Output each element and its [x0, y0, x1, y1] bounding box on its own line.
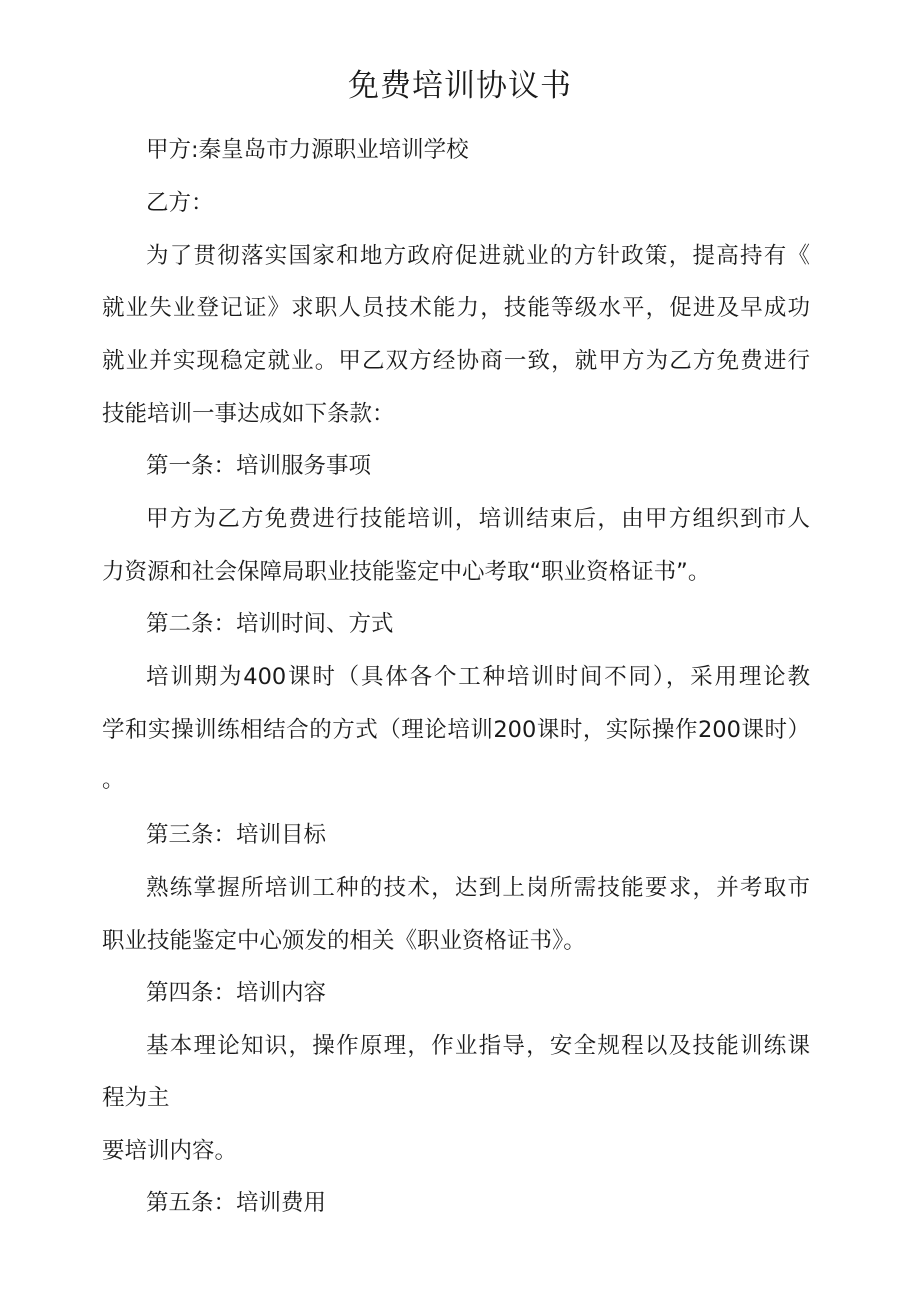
article-4-line: 基本理论知识，操作原理，作业指导，安全规程以及技能训练课 — [146, 1033, 810, 1059]
party-a-line: 甲方:秦皇岛市力源职业培训学校 — [146, 137, 469, 163]
article-1-line: 力资源和社会保障局职业技能鉴定中心考取“职业资格证书”。 — [102, 559, 711, 585]
article-3-heading: 第三条：培训目标 — [146, 822, 327, 848]
preamble-line: 就业失业登记证》求职人员技术能力，技能等级水平，促进及早成功 — [102, 295, 810, 321]
article-4-line: 要培训内容。 — [102, 1138, 238, 1164]
party-b-line: 乙方： — [146, 190, 214, 216]
article-2-line: 培训期为400课时（具体各个工种培训时间不同），采用理论教 — [146, 664, 810, 690]
article-3-line: 职业技能鉴定中心颁发的相关《职业资格证书》。 — [102, 928, 586, 954]
preamble-line: 技能培训一事达成如下条款： — [102, 401, 395, 427]
article-5-heading: 第五条：培训费用 — [146, 1190, 327, 1216]
article-2-line: 。 — [102, 767, 125, 793]
article-1-line: 甲方为乙方免费进行技能培训，培训结束后，由甲方组织到市人 — [146, 506, 810, 532]
article-3-line: 熟练掌握所培训工种的技术，达到上岗所需技能要求，并考取市 — [146, 875, 810, 901]
article-2-heading: 第二条：培训时间、方式 — [146, 611, 394, 637]
document-title: 免费培训协议书 — [348, 68, 572, 104]
article-4-line: 程为主 — [102, 1085, 170, 1111]
article-2-line: 学和实操训练相结合的方式（理论培训200课时，实际操作200课时） — [102, 717, 810, 743]
preamble-line: 就业并实现稳定就业。甲乙双方经协商一致，就甲方为乙方免费进行 — [102, 348, 810, 374]
preamble-line: 为了贯彻落实国家和地方政府促进就业的方针政策，提高持有《 — [146, 243, 810, 269]
article-1-heading: 第一条：培训服务事项 — [146, 453, 372, 479]
article-4-heading: 第四条：培训内容 — [146, 980, 327, 1006]
